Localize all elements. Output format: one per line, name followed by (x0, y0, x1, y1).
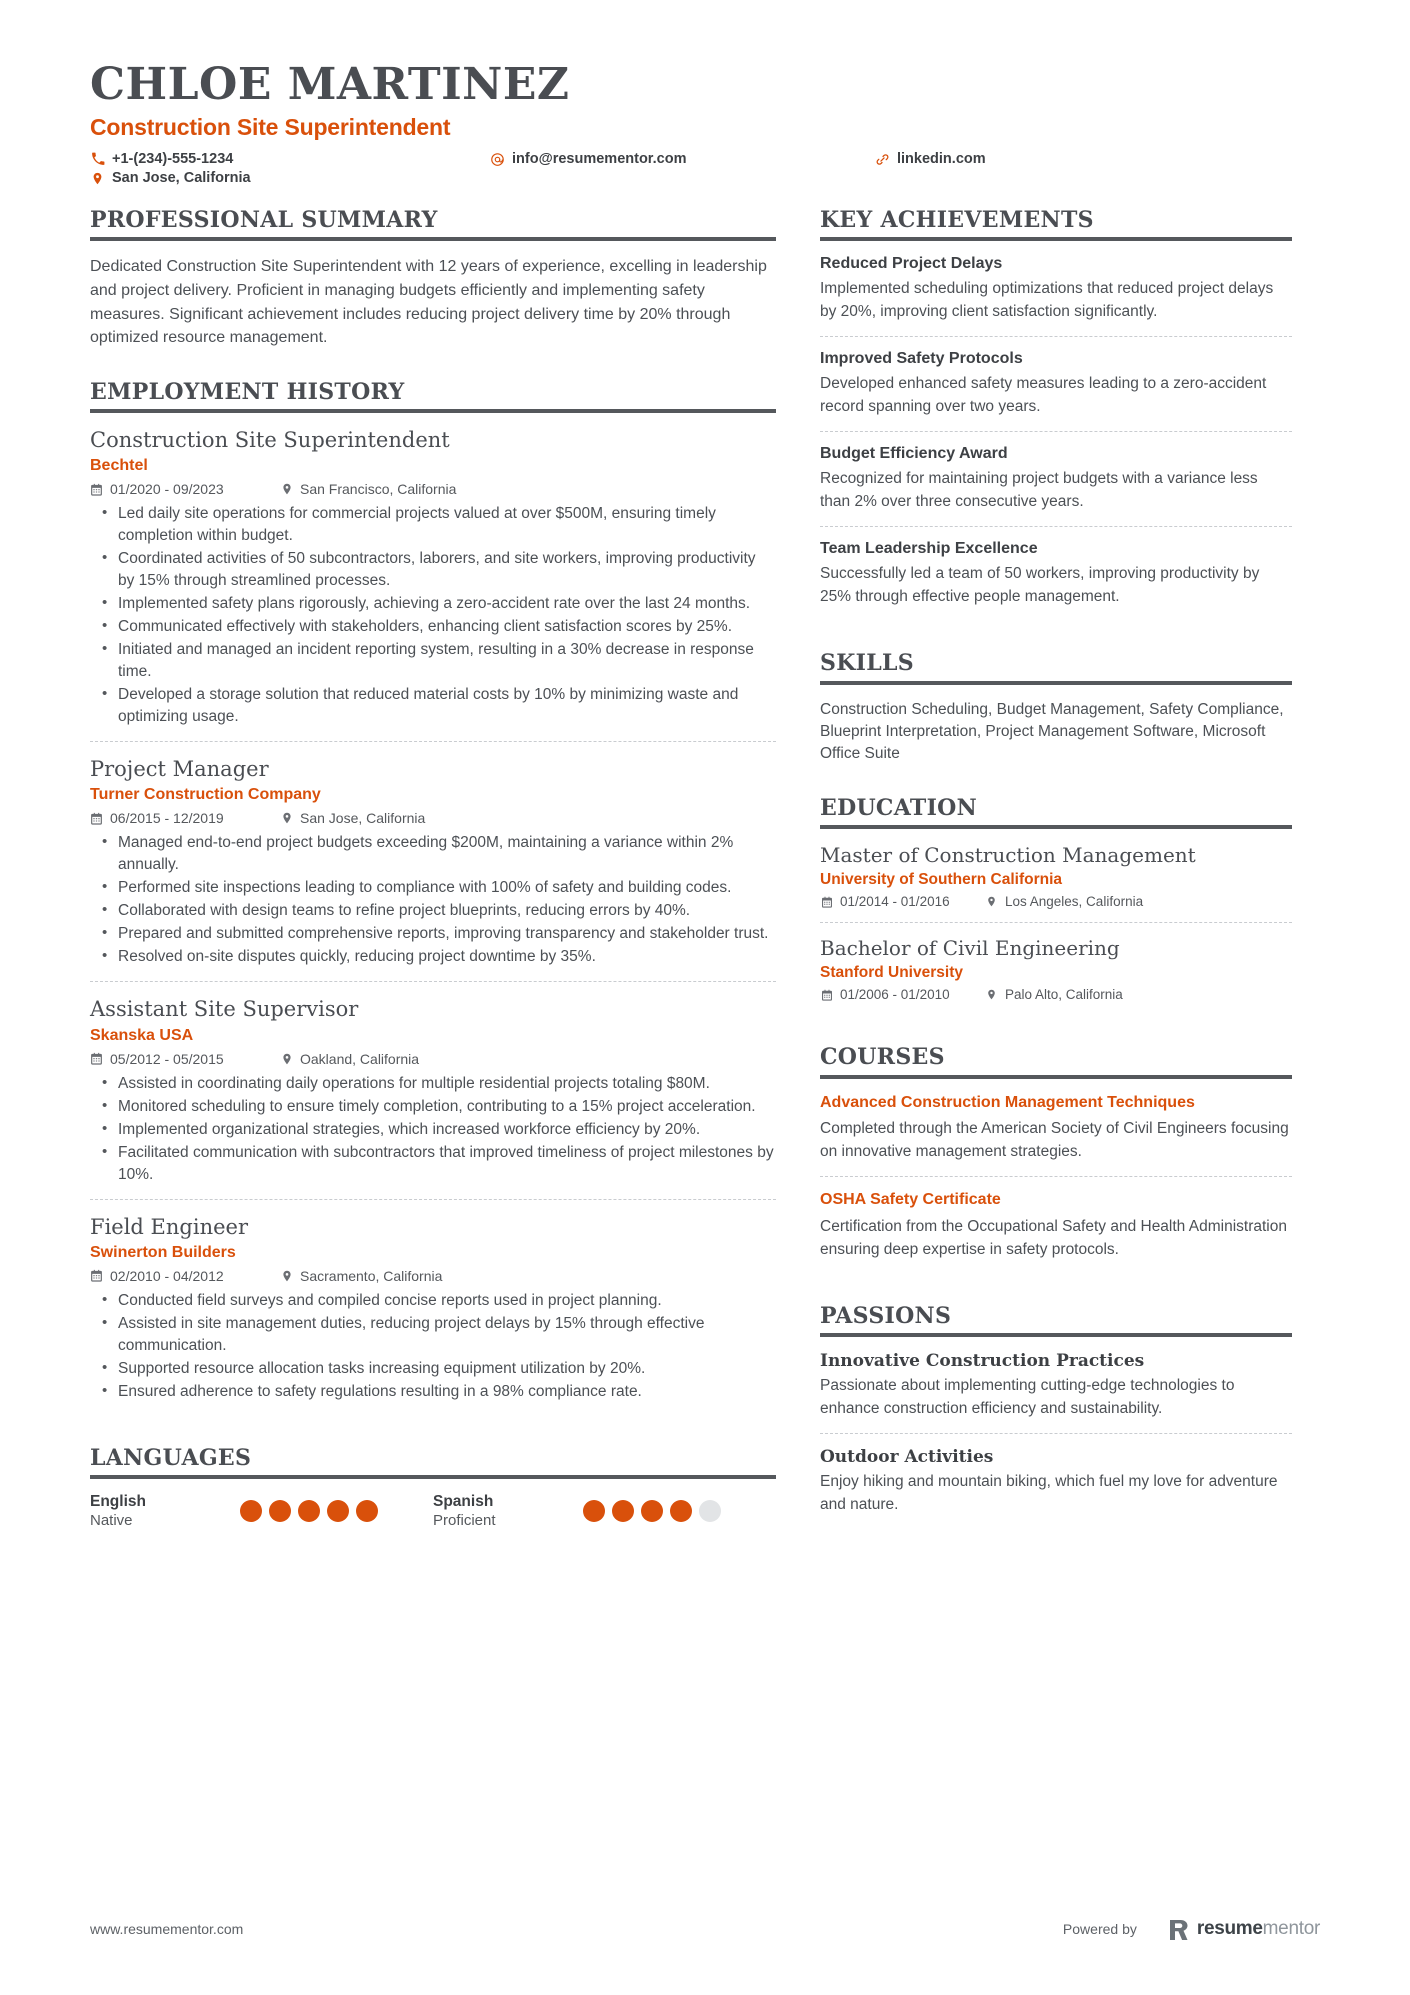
education-degree: Master of Construction Management (820, 843, 1196, 868)
job-bullet: • Ensured adherence to safety regulations resulting in a 98% compliance rate. (90, 1381, 776, 1403)
education-item (820, 843, 1292, 922)
achievement-item (820, 431, 1292, 526)
course-title: OSHA Safety Certificate (820, 1191, 1001, 1209)
footer-powered-by (1063, 1918, 1320, 1940)
education-meta (820, 894, 1292, 909)
map-pin-icon (280, 812, 293, 825)
passion-item (820, 1351, 1292, 1433)
passion-text: Enjoy hiking and mountain biking, which fuel my love for adventure and nature. (820, 1473, 1278, 1513)
calendar-icon (90, 483, 103, 496)
rating-dot (240, 1500, 262, 1522)
language-name: English (90, 1493, 146, 1511)
resumementor-logo (1169, 1918, 1320, 1940)
rating-dot (612, 1500, 634, 1522)
job-bullets (90, 1073, 776, 1186)
candidate-name: CHLOE MARTINEZ (90, 59, 570, 110)
job-bullet: • Performed site inspections leading to compliance with 100% of safety and building codes. (90, 877, 776, 899)
left-column (90, 208, 776, 1559)
right-column (820, 208, 1292, 1559)
section-heading-skills: SKILLS (820, 651, 1292, 684)
job-bullet: • Coordinated activities of 50 subcontractors, laborers, and site workers, improving productivity by 15% through streamlined processes. (90, 548, 776, 592)
job-bullet: • Implemented safety plans rigorously, achieving a zero-accident rate over the last 24 months. (90, 593, 776, 615)
job-dates: 05/2012 - 05/2015 (110, 1050, 224, 1067)
job-bullet: • Collaborated with design teams to refine project blueprints, reducing errors by 40%. (90, 900, 776, 922)
education-location-group (985, 987, 1123, 1002)
education-dates: 01/2006 - 01/2010 (840, 987, 950, 1003)
contact-link-text: linkedin.com (897, 151, 986, 168)
job-bullet: • Conducted field surveys and compiled concise reports used in project planning. (90, 1290, 776, 1312)
achievement-text: Implemented scheduling optimizations that reduced project delays by 20%, improving client satisfaction significantly. (820, 280, 1274, 320)
section-languages (90, 1446, 776, 1529)
brand-light: mentor (1262, 1918, 1320, 1939)
job-dates-group (90, 1268, 280, 1284)
email-icon (490, 152, 505, 167)
job-meta (90, 1051, 776, 1067)
achievement-text: Recognized for maintaining project budgets with a variance less than 2% over three consecutive years. (820, 470, 1258, 510)
job-bullet: • Developed a storage solution that reduced material costs by 10% by minimizing waste and optimizing usage. (90, 684, 776, 728)
contact-email-text: info@resumementor.com (512, 151, 687, 168)
course-item (820, 1093, 1292, 1177)
contact-location (90, 170, 490, 186)
job-dates-group (90, 481, 280, 497)
job-location: Oakland, California (300, 1050, 420, 1067)
achievement-title: Budget Efficiency Award (820, 445, 1008, 463)
achievement-title: Improved Safety Protocols (820, 350, 1023, 368)
achievement-title: Team Leadership Excellence (820, 540, 1038, 558)
link-icon (875, 152, 890, 167)
map-pin-icon (985, 895, 998, 908)
job-meta (90, 481, 776, 497)
job-bullet: • Supported resource allocation tasks increasing equipment utilization by 20%. (90, 1358, 776, 1380)
passion-item (820, 1433, 1292, 1529)
language-item (90, 1493, 433, 1529)
job-dates: 02/2010 - 04/2012 (110, 1267, 224, 1284)
phone-icon (90, 152, 105, 167)
job-bullet: • Assisted in coordinating daily operations for multiple residential projects totaling $80M. (90, 1073, 776, 1095)
contact-link[interactable] (875, 151, 1175, 167)
resumementor-wordmark (1197, 1918, 1320, 1940)
section-heading-languages: LANGUAGES (90, 1446, 776, 1479)
job-meta (90, 810, 776, 826)
course-title: Advanced Construction Management Techniques (820, 1093, 1195, 1111)
map-pin-icon (280, 1052, 293, 1065)
rating-dot (356, 1500, 378, 1522)
achievement-item (820, 255, 1292, 336)
job-company: Bechtel (90, 457, 148, 475)
passion-title: Innovative Construction Practices (820, 1351, 1145, 1372)
summary-text: Dedicated Construction Site Superintendent with 12 years of experience, excelling in leadership and project delivery. Proficient in managing budgets efficiently and implementing safety measures. Significant achievement includes reducing project delivery time by 20% through optimized resource management. (90, 258, 767, 347)
section-courses (820, 1045, 1292, 1274)
contact-phone[interactable] (90, 151, 490, 167)
language-rating-dots (240, 1500, 378, 1522)
contact-location-text: San Jose, California (112, 170, 251, 187)
achievement-item (820, 336, 1292, 431)
job-location-group (280, 481, 456, 497)
section-professional-summary (90, 208, 776, 349)
footer-website[interactable]: www.resumementor.com (90, 1921, 244, 1937)
resume-columns (90, 208, 1320, 1559)
job-title: Field Engineer (90, 1214, 248, 1239)
skills-text: Construction Scheduling, Budget Management, Safety Compliance, Blueprint Interpretation, Project Management Software, Microsoft Office Suite (820, 700, 1284, 763)
job-company: Turner Construction Company (90, 786, 321, 804)
achievement-text: Developed enhanced safety measures leading to a zero-accident record spanning over two years. (820, 375, 1267, 415)
passion-title: Outdoor Activities (820, 1447, 994, 1468)
contact-row-primary (90, 151, 1320, 167)
section-education (820, 796, 1292, 1015)
section-key-achievements (820, 208, 1292, 621)
map-pin-icon (90, 171, 105, 186)
passion-text: Passionate about implementing cutting-edge technologies to enhance construction efficiency and sustainability. (820, 1377, 1235, 1417)
job-meta (90, 1268, 776, 1284)
calendar-icon (820, 895, 833, 908)
education-dates-group (820, 987, 985, 1002)
job-title: Assistant Site Supervisor (90, 997, 359, 1022)
job-bullet: • Led daily site operations for commercial projects valued at over $500M, ensuring timely completion within budget. (90, 503, 776, 547)
map-pin-icon (280, 483, 293, 496)
section-employment-history (90, 380, 776, 1416)
language-item (433, 1493, 776, 1529)
job-bullet: • Facilitated communication with subcontractors that improved timeliness of project milestones by 10%. (90, 1142, 776, 1186)
resumementor-mark-icon (1169, 1919, 1188, 1940)
job-dates: 06/2015 - 12/2019 (110, 810, 224, 827)
language-level: Proficient (433, 1512, 496, 1530)
language-name: Spanish (433, 1493, 494, 1511)
section-heading-education: EDUCATION (820, 796, 1292, 829)
job-location: San Francisco, California (300, 481, 457, 498)
achievement-text: Successfully led a team of 50 workers, improving productivity by 25% through effective people management. (820, 565, 1260, 605)
course-text: Completed through the American Society of Civil Engineers focusing on innovative management strategies. (820, 1120, 1289, 1160)
employment-entry (90, 981, 776, 1198)
rating-dot (269, 1500, 291, 1522)
section-heading-courses: COURSES (820, 1045, 1292, 1078)
resume-header (90, 59, 1320, 187)
page-footer (90, 1918, 1320, 1940)
course-text: Certification from the Occupational Safety and Health Administration ensuring deep expertise in safety protocols. (820, 1218, 1287, 1258)
language-labels (433, 1493, 583, 1529)
candidate-job-title: Construction Site Superintendent (90, 114, 451, 141)
job-bullet: • Managed end-to-end project budgets exceeding $200M, maintaining a variance within 2% annually. (90, 832, 776, 876)
contact-phone-text: +1-(234)-555-1234 (112, 151, 234, 168)
job-bullet: • Implemented organizational strategies, which increased workforce efficiency by 20%. (90, 1119, 776, 1141)
rating-dot (641, 1500, 663, 1522)
rating-dot (699, 1500, 721, 1522)
job-bullet: • Communicated effectively with stakeholders, enhancing client satisfaction scores by 25%. (90, 616, 776, 638)
map-pin-icon (985, 988, 998, 1001)
education-item (820, 922, 1292, 1015)
calendar-icon (90, 1052, 103, 1065)
job-dates-group (90, 810, 280, 826)
powered-by-label: Powered by (1062, 1921, 1137, 1937)
education-location-group (985, 894, 1143, 909)
education-dates: 01/2014 - 01/2016 (840, 894, 950, 910)
course-item (820, 1176, 1292, 1274)
contact-email[interactable] (490, 151, 875, 167)
job-location: Sacramento, California (300, 1267, 443, 1284)
education-meta (820, 987, 1292, 1002)
education-school: University of Southern California (820, 871, 1063, 889)
job-dates-group (90, 1051, 280, 1067)
section-heading-achievements: KEY ACHIEVEMENTS (820, 208, 1292, 241)
language-labels (90, 1493, 240, 1529)
calendar-icon (90, 1269, 103, 1282)
education-location: Palo Alto, California (1005, 987, 1123, 1003)
job-bullet: • Prepared and submitted comprehensive reports, improving transparency and stakeholder trust. (90, 923, 776, 945)
employment-entry (90, 427, 776, 741)
job-company: Skanska USA (90, 1026, 194, 1044)
languages-row (90, 1493, 776, 1529)
employment-entry (90, 1199, 776, 1416)
calendar-icon (820, 988, 833, 1001)
job-location: San Jose, California (300, 810, 426, 827)
job-location-group (280, 810, 425, 826)
language-level: Native (90, 1512, 133, 1530)
rating-dot (298, 1500, 320, 1522)
calendar-icon (90, 812, 103, 825)
rating-dot (583, 1500, 605, 1522)
language-rating-dots (583, 1500, 721, 1522)
achievement-title: Reduced Project Delays (820, 255, 1003, 273)
map-pin-icon (280, 1269, 293, 1282)
job-bullet: • Initiated and managed an incident reporting system, resulting in a 30% decrease in response time. (90, 639, 776, 683)
section-heading-summary: PROFESSIONAL SUMMARY (90, 208, 776, 241)
job-dates: 01/2020 - 09/2023 (110, 481, 224, 498)
job-title: Construction Site Superintendent (90, 427, 450, 452)
job-company: Swinerton Builders (90, 1243, 236, 1261)
job-bullet: • Resolved on-site disputes quickly, reducing project downtime by 35%. (90, 946, 776, 968)
section-skills (820, 651, 1292, 766)
job-bullet: • Assisted in site management duties, reducing project delays by 15% through effective communication. (90, 1313, 776, 1357)
achievement-item (820, 526, 1292, 621)
education-degree: Bachelor of Civil Engineering (820, 936, 1120, 961)
rating-dot (327, 1500, 349, 1522)
section-heading-employment: EMPLOYMENT HISTORY (90, 380, 776, 413)
job-bullets (90, 832, 776, 968)
job-location-group (280, 1268, 442, 1284)
employment-entry (90, 741, 776, 981)
education-school: Stanford University (820, 964, 963, 982)
section-heading-passions: PASSIONS (820, 1304, 1292, 1337)
job-location-group (280, 1051, 419, 1067)
brand-bold: resume (1196, 1918, 1263, 1939)
rating-dot (670, 1500, 692, 1522)
job-bullets (90, 1290, 776, 1403)
section-passions (820, 1304, 1292, 1529)
education-dates-group (820, 894, 985, 909)
contact-row-secondary (90, 170, 1320, 186)
job-title: Project Manager (90, 757, 269, 782)
education-location: Los Angeles, California (1005, 894, 1144, 910)
job-bullet: • Monitored scheduling to ensure timely completion, contributing to a 15% project acceleration. (90, 1096, 776, 1118)
job-bullets (90, 503, 776, 728)
